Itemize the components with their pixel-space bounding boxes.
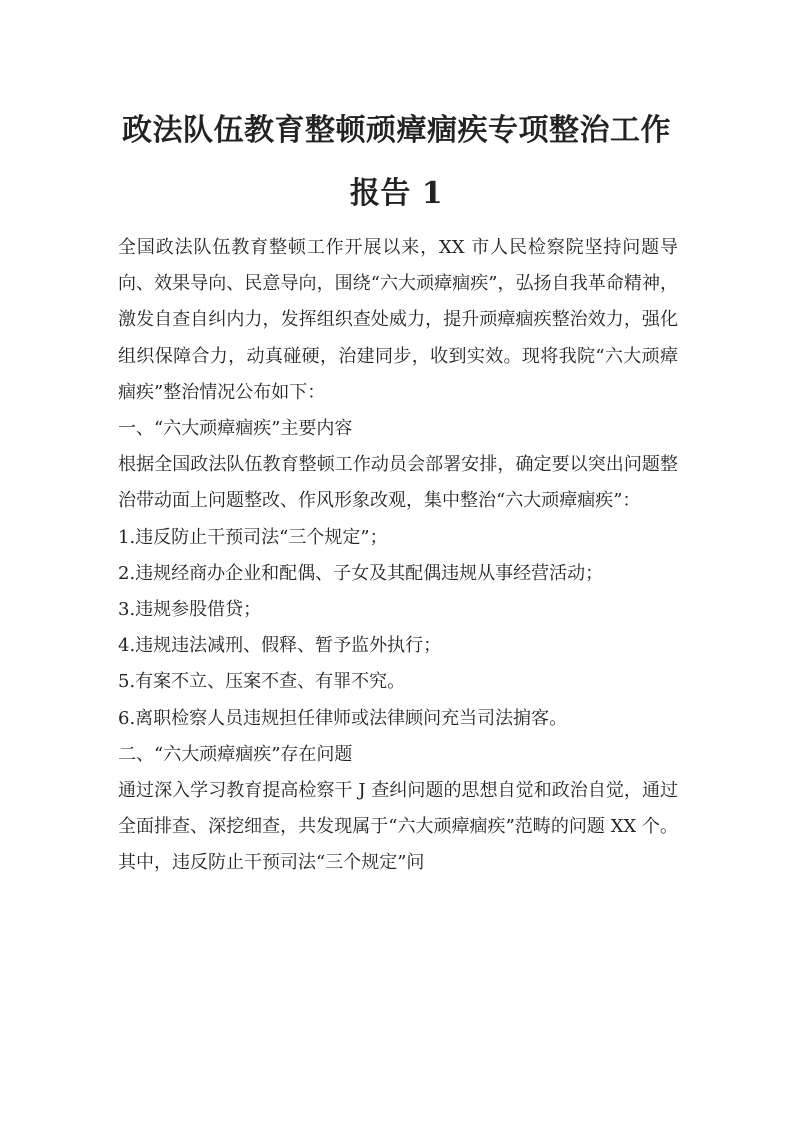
section-heading-2: 二、“六大顽瘴痼疾”存在问题 <box>118 743 353 765</box>
intro-paragraph: 全国政法队伍教育整顿工作开展以来，XX 市人民检察院坚持问题导向、效果导向、民意导向，围绕“六大顽瘴痼疾”，弘扬自我革命精神，激发自查自纠内力，发挥组织查处威力，提升顽瘴痼疾整治效力，强化组织保障合力，动真碰硬，治建同步，收到实效。现将我院“六大顽瘴痼疾”整治情况公布如下： <box>118 237 678 403</box>
list-item-1: 1.违反防止干预司法“三个规定”； <box>118 526 388 548</box>
document-body <box>118 230 678 882</box>
list-item-6: 6.离职检察人员违规担任律师或法律顾问充当司法掮客。 <box>118 707 568 729</box>
section-1-paragraph: 根据全国政法队伍教育整顿工作动员会部署安排，确定要以突出问题整治带动面上问题整改、作风形象改观，集中整治“六大顽瘴痼疾”： <box>118 454 678 512</box>
list-item-3: 3.违规参股借贷； <box>118 599 262 621</box>
section-2-paragraph: 通过深入学习教育提高检察干 J 查纠问题的思想自觉和政治自觉，通过全面排查、深挖细查，共发现属于“六大顽瘴痼疾”范畴的问题 XX 个。其中，违反防止干预司法“三个规定”问 <box>118 780 678 874</box>
list-item-4: 4.违规违法减刑、假释、暂予监外执行； <box>118 635 442 657</box>
document-title-line-2: 报告 1 <box>349 176 444 211</box>
document-title-line-1: 政法队伍教育整顿顽瘴痼疾专项整治工作 <box>122 113 671 148</box>
section-heading-1: 一、“六大顽瘴痼疾”主要内容 <box>118 418 353 440</box>
list-item-5: 5.有案不立、压案不查、有罪不究。 <box>118 671 406 693</box>
list-item-2: 2.违规经商办企业和配偶、子女及其配偶违规从事经营活动； <box>118 562 604 584</box>
